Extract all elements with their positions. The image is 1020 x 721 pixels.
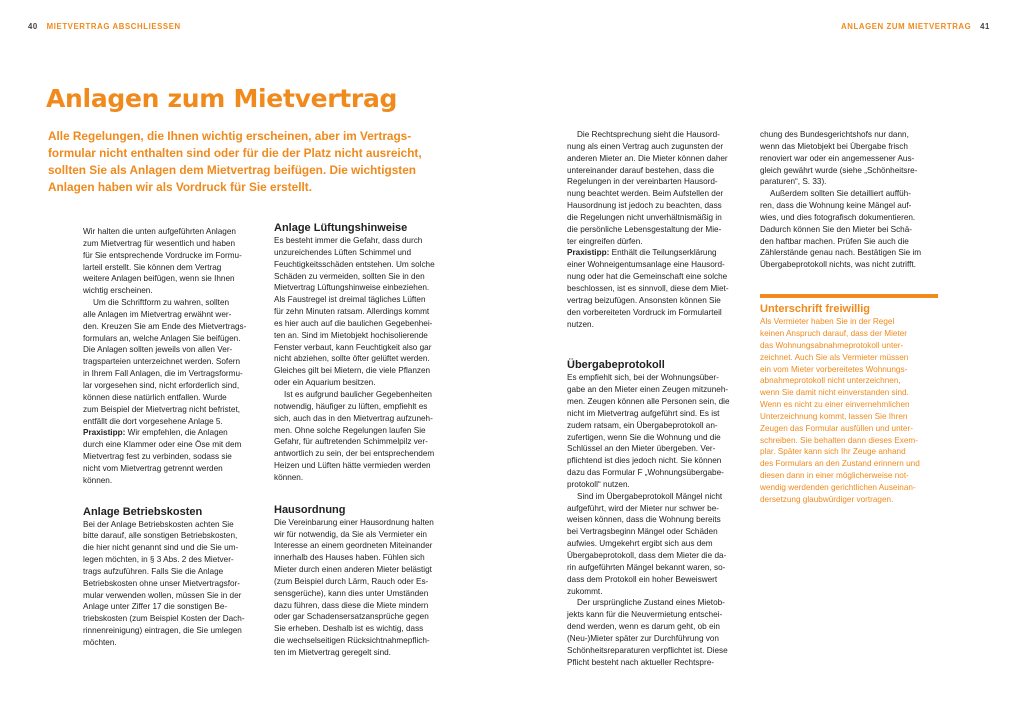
page-title: Anlagen zum Mietvertrag — [46, 84, 398, 113]
heading-betriebskosten: Anlage Betriebskosten — [83, 505, 203, 518]
praxistipp-label: Praxistipp: — [567, 248, 610, 258]
betriebskosten-paragraph: Bei der Anlage Betriebskosten achten Sie bitte darauf, alle sonstigen Betriebskosten, die hier nicht genannt sind und die Sie um- legen möchten, in § 3 Abs. 2 des Mietver- trags aufzuführen. Falls Sie die Anlage Betriebskosten ohne unser Mietvertragsfor- mular verwenden wollen, müssen Sie in der Anlage unter Ziffer 17 die sonstigen Be- triebskosten (zum Beispiel Kosten der Dach- rinnenreinigung) eintragen, die Sie umlegen möchten. — [83, 519, 245, 647]
right-page-number: 41 — [980, 22, 990, 31]
heading-lueftungshinweise: Anlage Lüftungshinweise — [274, 222, 408, 234]
left-page-number: 40 — [28, 22, 38, 31]
lead-paragraph: Alle Regelungen, die Ihnen wichtig erscheinen, aber im Vertrags-formular nicht enthalten sind oder für die der Platz nicht ausreicht, sollten Sie als Anlagen dem Mietvertrag beifügen. Die wichtigsten Anlagen haben wir als Vordruck für Sie erstellt. — [48, 129, 422, 194]
uebergabe-paragraph-2: Sind im Übergabeprotokoll Mängel nicht aufgeführt, wird der Mieter nur schwer be- weisen können, dass die Wohnung bereits bei Vertragsbeginn Mängel oder Schäden aufwies. Umgekehrt ergibt sich aus dem Übergabeprotokoll, dass dem Mieter die da- rin aufgeführten Mängel bekannt waren, so- dass dem Protokoll ein hoher Beweiswert zukommt. — [567, 491, 727, 596]
praxistipp-label: Praxistipp: — [83, 428, 126, 438]
lueftung-paragraph: Es besteht immer die Gefahr, dass durch unzureichendes Lüften Schimmel und Feuchtigkeitsschäden entstehen. Um solche Schäden zu vermeiden, sollten Sie in den Mietvertrag Lüftungshinweise einbeziehen. Als Faustregel ist dreimal tägliches Lüften für zehn Minuten ratsam. Allerdings kommt es hier auch auf die baulichen Gegebenhei- ten an. Sind im Mietobjekt hochisolierende Fenster verbaut, kann Feuchtigkeit also gar nicht abziehen, sollte öfter gelüftet werden. Gleiches gilt bei Mietern, die viele Pflanzen oder ein Aquarium besitzen. — [274, 236, 435, 388]
intro-paragraph: Wir halten die unten aufgeführten Anlagen zum Mietvertrag für wesentlich und haben für Sie entsprechende Vordrucke im Formu- larteil erstellt. Sie können dem Vertrag weitere Anlagen beifügen, wenn sie Ihnen wichtig erscheinen. — [83, 227, 242, 296]
column-1 — [83, 226, 268, 649]
info-box — [760, 294, 940, 506]
praxistipp-1: Praxistipp: Wir empfehlen, die Anlagen durch eine Klammer oder eine Öse mit dem Mietvertrag fest zu verbinden, sodass sie nicht vom Mietvertrag getrennt werden können. — [83, 428, 242, 485]
rechtsprechung-paragraph: Die Rechtsprechung sieht die Hausord- nung als einen Vertrag auch zugunsten der anderen Mieter an. Die Mieter können daher untereinander darauf bestehen, dass die Regelungen in der vereinbarten Hausord- nung beachtet werden. Beim Aufstellen der Hausordnung ist jedoch zu beachten, dass die Regelungen nicht unverhältnismäßig in die persönliche Lebensgestaltung der Mie- ter eingreifen dürfen. — [567, 130, 728, 246]
schriftform-paragraph: Um die Schriftform zu wahren, sollten alle Anlagen im Mietvertrag erwähnt wer- den. Kreuzen Sie am Ende des Mietvertrags- formulars an, welche Anlagen Sie beifügen. Die Anlagen sollten jeweils von allen Ver- tragsparteien unterzeichnet werden. Sofern in Ihrem Fall Anlagen, die im Vertragsformu- lar vorgesehen sind, nicht erforderlich sind, können diese natürlich entfallen. Wurde zum Beispiel der Mietvertrag nicht befristet, entfällt die dort vorgesehene Anlage 5. — [83, 298, 247, 426]
column-2 — [274, 221, 459, 659]
heading-unterschrift-freiwillig: Unterschrift freiwillig — [760, 303, 871, 316]
right-section-title: ANLAGEN ZUM MIETVERTRAG — [841, 22, 972, 31]
column-3 — [567, 129, 752, 668]
info-box-rule — [760, 294, 938, 298]
uebergabe-paragraph: Es empfiehlt sich, bei der Wohnungsüber- gabe an den Mieter einen Zeugen mitzuneh- men. Zeugen können alle Personen sein, die nicht im Mietvertrag aufgeführt sind. Es ist zudem ratsam, ein Übergabeprotokoll an- zufertigen, wenn Sie die Wohnung und die Schlüssel an den Mieter übergeben. Ver- pflichtend ist dies jedoch nicht. Sie können dazu das Formular F „Wohnungsübergabe- protokoll“ nutzen. — [567, 373, 730, 489]
lueftung-paragraph-2: Ist es aufgrund baulicher Gegebenheiten notwendig, häufiger zu lüften, empfiehlt es sich, auch das in den Mietvertrag aufzuneh- men. Ohne solche Regelungen laufen Sie Gefahr, für auftretenden Schimmelpilz ver- antwortlich zu sein, der bei entsprechendem Heizen und Lüften hätte vermieden werden können. — [274, 389, 435, 482]
hausordnung-paragraph: Die Vereinbarung einer Hausordnung halten wir für notwendig, da Sie als Vermieter ein Interesse an einem geordneten Miteinander innerhalb des Hauses haben. Fühlen sich Mieter durch einen anderen Mieter belästigt (zum Beispiel durch Lärm, Rauch oder Es- sensgerüche), kann dies unter Umständen dazu führen, dass diese die Miete mindern oder gar Schadensersatzansprüche gegen Sie erheben. Deshalb ist es wichtig, dass die wechselseitigen Rücksichtnahmepflich- ten im Mietvertrag geregelt sind. — [274, 517, 434, 657]
right-running-head — [841, 22, 990, 31]
praxistipp-2: Praxistipp: Enthält die Teilungserklärung einer Wohneigentumsanlage eine Hausord- nung oder hat die Gemeinschaft eine solche beschlossen, ist es sinnvoll, diese dem Miet- vertrag beizufügen. Ansonsten können Sie den vorbereiteten Vordruck im Formularteil nutzen. — [567, 248, 729, 329]
heading-hausordnung: Hausordnung — [274, 503, 346, 516]
column-4 — [760, 129, 940, 506]
uebergabe-paragraph-3: Der ursprüngliche Zustand eines Mietob- jekts kann für die Neuvermietung entschei- dend werden, wenn es darum geht, ob ein (Neu-)Mieter später zur Durchführung von Schönheitsreparaturen verpflichtet ist. Diese Pflicht besteht nach aktueller Rechtspre- — [567, 598, 728, 667]
rechtsprechung-continued: chung des Bundesgerichtshofs nur dann, wenn das Mietobjekt bei Übergabe frisch renoviert war oder ein angemessener Aus- gleich gewährt wurde (siehe „Schönheitsre- paraturen“, S. 33). — [760, 130, 918, 187]
heading-uebergabeprotokoll: Übergabeprotokoll — [567, 359, 665, 372]
dokumentation-paragraph: Außerdem sollten Sie detailliert auffüh- ren, dass die Wohnung keine Mängel auf- wies, und dies fotografisch dokumentieren. Dadurch können Sie den Mieter bei Schä- den haftbar machen. Prüfen Sie auch die Zählerstände genau nach. Bestätigen Sie im Übergabeprotokoll nichts, was nicht zutrifft. — [760, 189, 922, 270]
left-section-title: MIETVERTRAG ABSCHLIESSEN — [46, 22, 181, 31]
info-box-text: Als Vermieter haben Sie in der Regel keinen Anspruch darauf, dass der Mieter das Wohnungsabnahmeprotokoll unter- zeichnet. Auch Sie als Vermieter müssen ein vom Mieter vorbereitetes Wohnungs- abnahmeprotokoll nicht unterzeichnen, wenn Sie damit nicht einverstanden sind. Wenn es nicht zu einer einvernehmlichen Unterzeichnung kommt, lassen Sie Ihren Zeugen das Formular ausfüllen und unter- schreiben. Sie behalten dann dieses Exem- plar. Später kann sich Ihr Zeuge anhand des Formulars an den Zustand erinnern und diesen dann in einer möglicherweise not- wendig werdenden gerichtlichen Auseinan- dersetzung glaubwürdiger vortragen. — [760, 317, 920, 504]
left-running-head — [28, 22, 181, 31]
